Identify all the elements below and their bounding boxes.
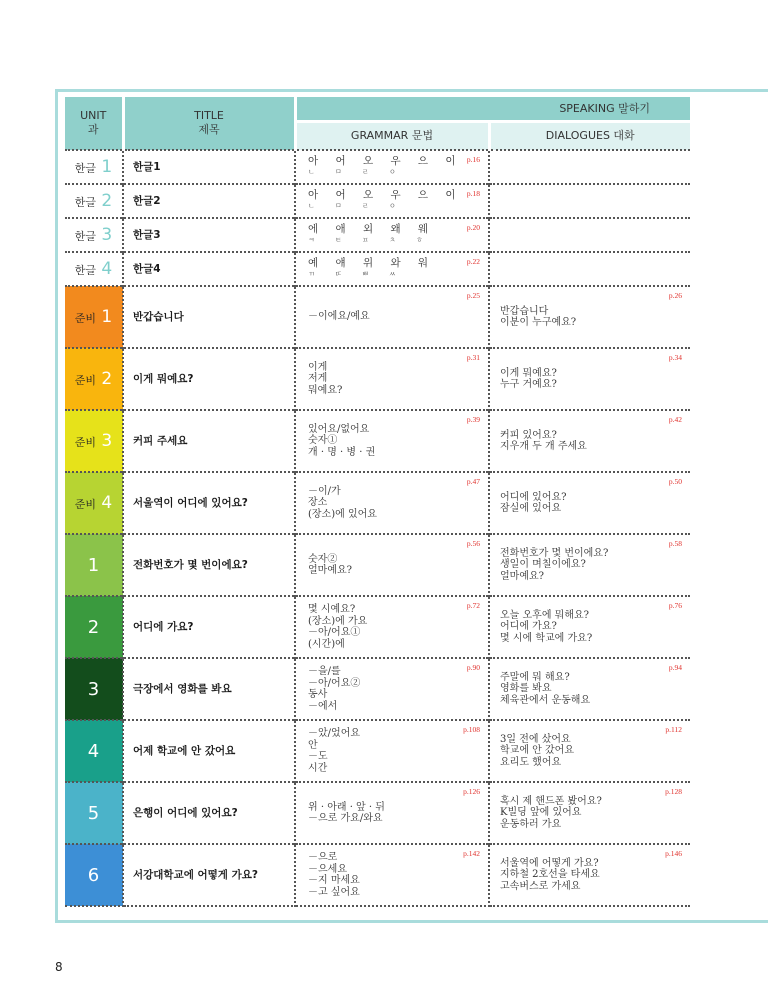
unit-title: 반갑습니다 bbox=[123, 286, 295, 348]
dialogue-item: 지하철 2호선을 타세요 bbox=[500, 869, 600, 881]
grammar-lines bbox=[308, 802, 488, 825]
grammar-lines bbox=[308, 604, 488, 650]
dialogue-item: 체육관에서 운동해요 bbox=[500, 694, 591, 706]
dialogue-cell bbox=[489, 218, 690, 252]
unit-cell bbox=[65, 252, 123, 286]
dialogue-cell bbox=[489, 844, 690, 906]
grammar-lines bbox=[308, 728, 488, 774]
table-row bbox=[65, 184, 690, 218]
unit-cell bbox=[65, 150, 123, 184]
grammar-lines bbox=[308, 156, 488, 179]
dialogue-item: 지우개 두 개 주세요 bbox=[500, 441, 587, 452]
dialogue-page-ref[interactable]: p.76 bbox=[668, 601, 682, 610]
grammar-page-ref[interactable]: p.22 bbox=[466, 257, 480, 266]
table-row bbox=[65, 596, 690, 658]
grammar-item: －아/어요② bbox=[308, 677, 361, 689]
contents-table bbox=[65, 97, 690, 907]
unit-number: 3 bbox=[96, 431, 113, 451]
grammar-item: 숫자② bbox=[308, 553, 338, 565]
unit-prefix: 준비 bbox=[74, 374, 97, 387]
unit-title: 한글3 bbox=[123, 218, 295, 252]
grammar-item: －에서 bbox=[308, 700, 338, 712]
grammar-lines bbox=[308, 224, 488, 247]
dialogue-lines bbox=[500, 610, 690, 645]
grammar-page-ref[interactable]: p.126 bbox=[463, 787, 480, 796]
unit-prefix: 준비 bbox=[74, 312, 97, 325]
unit-title: 이게 뭐예요? bbox=[123, 348, 295, 410]
grammar-page-ref[interactable]: p.90 bbox=[466, 663, 480, 672]
grammar-item: ㅋ ㅌ ㅍ ㅊ ㅎ bbox=[308, 236, 432, 244]
grammar-cell bbox=[295, 150, 489, 184]
unit-number: 1 bbox=[96, 157, 113, 177]
grammar-lines bbox=[308, 362, 488, 397]
unit-title: 한글2 bbox=[123, 184, 295, 218]
unit-prefix: 한글 bbox=[74, 230, 97, 243]
unit-number: 2 bbox=[87, 616, 100, 638]
grammar-item: 동사 bbox=[308, 689, 328, 700]
grammar-item: 장소 bbox=[308, 497, 328, 509]
unit-prefix: 한글 bbox=[74, 162, 97, 175]
grammar-item: －으로 가요/와요 bbox=[308, 813, 383, 824]
unit-title: 어제 학교에 안 갔어요 bbox=[123, 720, 295, 782]
dialogue-cell bbox=[489, 534, 690, 596]
grammar-item: －았/었어요 bbox=[308, 728, 361, 739]
header-unit-ko: 과 bbox=[87, 123, 99, 136]
dialogue-page-ref[interactable]: p.34 bbox=[668, 353, 682, 362]
dialogue-lines bbox=[500, 672, 690, 707]
dialogue-item: 주말에 뭐 해요? bbox=[500, 671, 570, 683]
dialogue-item: 전화번호가 몇 번이에요? bbox=[500, 547, 609, 559]
grammar-lines bbox=[308, 190, 488, 213]
unit-cell bbox=[65, 348, 123, 410]
grammar-item: ㄴ ㅁ ㄹ ㅇ bbox=[308, 202, 405, 210]
unit-title: 서강대학교에 어떻게 가요? bbox=[123, 844, 295, 906]
grammar-item: 숫자① bbox=[308, 435, 338, 447]
dialogue-lines bbox=[500, 306, 690, 329]
grammar-item: －고 싶어요 bbox=[308, 886, 360, 898]
dialogue-page-ref[interactable]: p.42 bbox=[668, 415, 682, 424]
dialogue-item: 커피 있어요? bbox=[500, 429, 557, 441]
table-row bbox=[65, 150, 690, 184]
grammar-page-ref[interactable]: p.56 bbox=[466, 539, 480, 548]
unit-prefix: 한글 bbox=[74, 264, 97, 277]
dialogue-page-ref[interactable]: p.26 bbox=[668, 291, 682, 300]
grammar-cell bbox=[295, 596, 489, 658]
unit-number: 2 bbox=[96, 191, 113, 211]
unit-cell bbox=[65, 472, 123, 534]
table-row bbox=[65, 252, 690, 286]
grammar-page-ref[interactable]: p.20 bbox=[466, 223, 480, 232]
grammar-item: 예 얘 위 와 워 bbox=[308, 256, 436, 269]
grammar-item: －을/를 bbox=[308, 666, 341, 677]
grammar-lines bbox=[308, 554, 488, 577]
dialogue-item: 3일 전에 샀어요 bbox=[500, 733, 571, 745]
dialogue-item: 어디에 있어요? bbox=[500, 491, 567, 503]
grammar-cell bbox=[295, 286, 489, 348]
table-row bbox=[65, 348, 690, 410]
grammar-page-ref[interactable]: p.16 bbox=[466, 155, 480, 164]
grammar-item: 시간 bbox=[308, 762, 328, 774]
header-title-label: TITLE bbox=[194, 109, 224, 122]
unit-number: 5 bbox=[87, 802, 100, 824]
grammar-cell bbox=[295, 184, 489, 218]
grammar-item: －이/가 bbox=[308, 485, 341, 497]
dialogue-cell bbox=[489, 286, 690, 348]
header-dialogues: DIALOGUES 대화 bbox=[489, 122, 690, 150]
dialogue-item: 서울역에 어떻게 가요? bbox=[500, 857, 599, 869]
table-row bbox=[65, 472, 690, 534]
unit-number: 3 bbox=[87, 678, 100, 700]
grammar-item: ㄴ ㅁ ㄹ ㅇ bbox=[308, 168, 405, 176]
grammar-page-ref[interactable]: p.18 bbox=[466, 189, 480, 198]
table-row bbox=[65, 720, 690, 782]
dialogue-item: 고속버스로 가세요 bbox=[500, 880, 581, 892]
dialogue-item: 생일이 며칠이에요? bbox=[500, 559, 586, 571]
grammar-item: 에 애 외 왜 웨 bbox=[308, 222, 436, 235]
dialogue-cell bbox=[489, 348, 690, 410]
unit-title: 극장에서 영화를 봐요 bbox=[123, 658, 295, 720]
grammar-item: 개 · 명 · 병 · 권 bbox=[308, 446, 376, 458]
dialogue-lines bbox=[500, 548, 690, 583]
dialogue-item: 어디에 가요? bbox=[500, 621, 557, 633]
grammar-item: －으세요 bbox=[308, 863, 347, 875]
dialogue-page-ref[interactable]: p.146 bbox=[665, 849, 682, 858]
grammar-item: 있어요/없어요 bbox=[308, 423, 370, 435]
grammar-item: (시간)에 bbox=[308, 638, 345, 650]
grammar-item: (장소)에 있어요 bbox=[308, 508, 377, 520]
dialogue-item: 얼마예요? bbox=[500, 570, 545, 582]
dialogue-cell bbox=[489, 596, 690, 658]
grammar-page-ref[interactable]: p.47 bbox=[466, 477, 480, 486]
grammar-item: －으로 bbox=[308, 852, 338, 863]
unit-number: 2 bbox=[96, 369, 113, 389]
unit-cell bbox=[65, 782, 123, 844]
unit-title: 커피 주세요 bbox=[123, 410, 295, 472]
table-row bbox=[65, 410, 690, 472]
table-row bbox=[65, 534, 690, 596]
dialogue-cell bbox=[489, 782, 690, 844]
dialogue-page-ref[interactable]: p.112 bbox=[665, 725, 682, 734]
grammar-page-ref[interactable]: p.39 bbox=[466, 415, 480, 424]
dialogue-item: 잠실에 있어요 bbox=[500, 503, 562, 514]
unit-cell bbox=[65, 184, 123, 218]
unit-number: 1 bbox=[87, 554, 100, 576]
unit-title: 한글4 bbox=[123, 252, 295, 286]
header-title bbox=[123, 97, 295, 150]
grammar-cell bbox=[295, 782, 489, 844]
unit-prefix: 준비 bbox=[74, 436, 97, 449]
unit-cell bbox=[65, 218, 123, 252]
table-row bbox=[65, 844, 690, 906]
unit-cell bbox=[65, 720, 123, 782]
dialogue-lines bbox=[500, 430, 690, 453]
grammar-cell bbox=[295, 410, 489, 472]
grammar-item: 저게 bbox=[308, 373, 328, 385]
dialogue-lines bbox=[500, 796, 690, 831]
unit-title: 은행이 어디에 있어요? bbox=[123, 782, 295, 844]
grammar-page-ref[interactable]: p.31 bbox=[466, 353, 480, 362]
unit-title: 전화번호가 몇 번이에요? bbox=[123, 534, 295, 596]
dialogue-cell bbox=[489, 184, 690, 218]
dialogue-item: 운동하러 가요 bbox=[500, 818, 562, 830]
dialogue-item: K빌딩 앞에 있어요 bbox=[500, 807, 582, 819]
grammar-item: 아 어 오 우 으 이 bbox=[308, 154, 463, 167]
page-number: 8 bbox=[55, 960, 63, 974]
grammar-item: －아/어요① bbox=[308, 627, 361, 638]
grammar-cell bbox=[295, 844, 489, 906]
grammar-cell bbox=[295, 252, 489, 286]
dialogue-cell bbox=[489, 150, 690, 184]
grammar-page-ref[interactable]: p.142 bbox=[463, 849, 480, 858]
contents-body bbox=[65, 150, 690, 906]
grammar-item: 위 · 아래 · 앞 · 뒤 bbox=[308, 801, 385, 813]
dialogue-item: 반갑습니다 bbox=[500, 305, 549, 317]
unit-title: 한글1 bbox=[123, 150, 295, 184]
grammar-item: (장소)에 가요 bbox=[308, 615, 368, 627]
dialogue-lines bbox=[500, 492, 690, 515]
dialogue-item: 영화를 봐요 bbox=[500, 683, 552, 695]
grammar-item: 아 어 오 우 으 이 bbox=[308, 188, 463, 201]
dialogue-item: 이분이 누구예요? bbox=[500, 317, 577, 328]
dialogue-item: 요리도 했어요 bbox=[500, 756, 562, 768]
unit-number: 6 bbox=[87, 864, 100, 886]
grammar-item: －이에요/예요 bbox=[308, 311, 370, 323]
unit-prefix: 한글 bbox=[74, 196, 97, 209]
header-speaking: SPEAKING 말하기 bbox=[295, 97, 690, 122]
unit-number: 4 bbox=[96, 259, 113, 279]
table-row bbox=[65, 218, 690, 252]
unit-cell bbox=[65, 596, 123, 658]
grammar-cell bbox=[295, 472, 489, 534]
table-row bbox=[65, 658, 690, 720]
dialogue-page-ref[interactable]: p.128 bbox=[665, 787, 682, 796]
grammar-item: －지 마세요 bbox=[308, 875, 360, 886]
dialogue-lines bbox=[500, 734, 690, 769]
unit-prefix: 준비 bbox=[74, 498, 97, 511]
dialogue-item: 오늘 오후에 뭐해요? bbox=[500, 609, 589, 621]
grammar-item: 뭐예요? bbox=[308, 384, 343, 396]
unit-number: 4 bbox=[87, 740, 100, 762]
grammar-item: －도 bbox=[308, 751, 328, 762]
grammar-cell bbox=[295, 658, 489, 720]
dialogue-cell bbox=[489, 410, 690, 472]
grammar-item: 이게 bbox=[308, 361, 328, 373]
grammar-item: ㄲ ㄸ ㅃ ㅆ bbox=[308, 270, 405, 278]
dialogue-item: 학교에 안 갔어요 bbox=[500, 745, 574, 757]
grammar-item: 얼마예요? bbox=[308, 565, 353, 576]
dialogue-lines bbox=[500, 368, 690, 391]
unit-cell bbox=[65, 410, 123, 472]
grammar-cell bbox=[295, 534, 489, 596]
dialogue-item: 몇 시에 학교에 가요? bbox=[500, 632, 593, 644]
dialogue-page-ref[interactable]: p.94 bbox=[668, 663, 682, 672]
grammar-lines bbox=[308, 852, 488, 898]
grammar-page-ref[interactable]: p.25 bbox=[466, 291, 480, 300]
header-grammar: GRAMMAR 문법 bbox=[295, 122, 489, 150]
grammar-page-ref[interactable]: p.108 bbox=[463, 725, 480, 734]
grammar-lines bbox=[308, 311, 488, 323]
grammar-item: 몇 시예요? bbox=[308, 604, 356, 615]
unit-cell bbox=[65, 286, 123, 348]
grammar-lines bbox=[308, 666, 488, 712]
unit-cell bbox=[65, 534, 123, 596]
grammar-cell bbox=[295, 348, 489, 410]
unit-number: 1 bbox=[96, 307, 113, 327]
header-unit-label: UNIT bbox=[80, 109, 107, 122]
unit-title: 서울역이 어디에 있어요? bbox=[123, 472, 295, 534]
unit-number: 3 bbox=[96, 225, 113, 245]
header-unit bbox=[65, 97, 123, 150]
unit-cell bbox=[65, 844, 123, 906]
header-title-ko: 제목 bbox=[198, 123, 220, 136]
dialogue-item: 이게 뭐예요? bbox=[500, 367, 557, 379]
dialogue-lines bbox=[500, 858, 690, 893]
dialogue-page-ref[interactable]: p.50 bbox=[668, 477, 682, 486]
grammar-lines bbox=[308, 486, 488, 521]
table-row bbox=[65, 782, 690, 844]
grammar-cell bbox=[295, 218, 489, 252]
dialogue-item: 누구 거예요? bbox=[500, 379, 557, 390]
grammar-page-ref[interactable]: p.72 bbox=[466, 601, 480, 610]
table-row bbox=[65, 286, 690, 348]
dialogue-item: 혹시 제 핸드폰 봤어요? bbox=[500, 795, 602, 807]
dialogue-cell bbox=[489, 252, 690, 286]
dialogue-cell bbox=[489, 720, 690, 782]
unit-cell bbox=[65, 658, 123, 720]
unit-number: 4 bbox=[96, 493, 113, 513]
grammar-lines bbox=[308, 424, 488, 459]
dialogue-cell bbox=[489, 472, 690, 534]
grammar-cell bbox=[295, 720, 489, 782]
dialogue-cell bbox=[489, 658, 690, 720]
unit-title: 어디에 가요? bbox=[123, 596, 295, 658]
grammar-lines bbox=[308, 258, 488, 281]
grammar-item: 안 bbox=[308, 739, 318, 751]
dialogue-page-ref[interactable]: p.58 bbox=[668, 539, 682, 548]
